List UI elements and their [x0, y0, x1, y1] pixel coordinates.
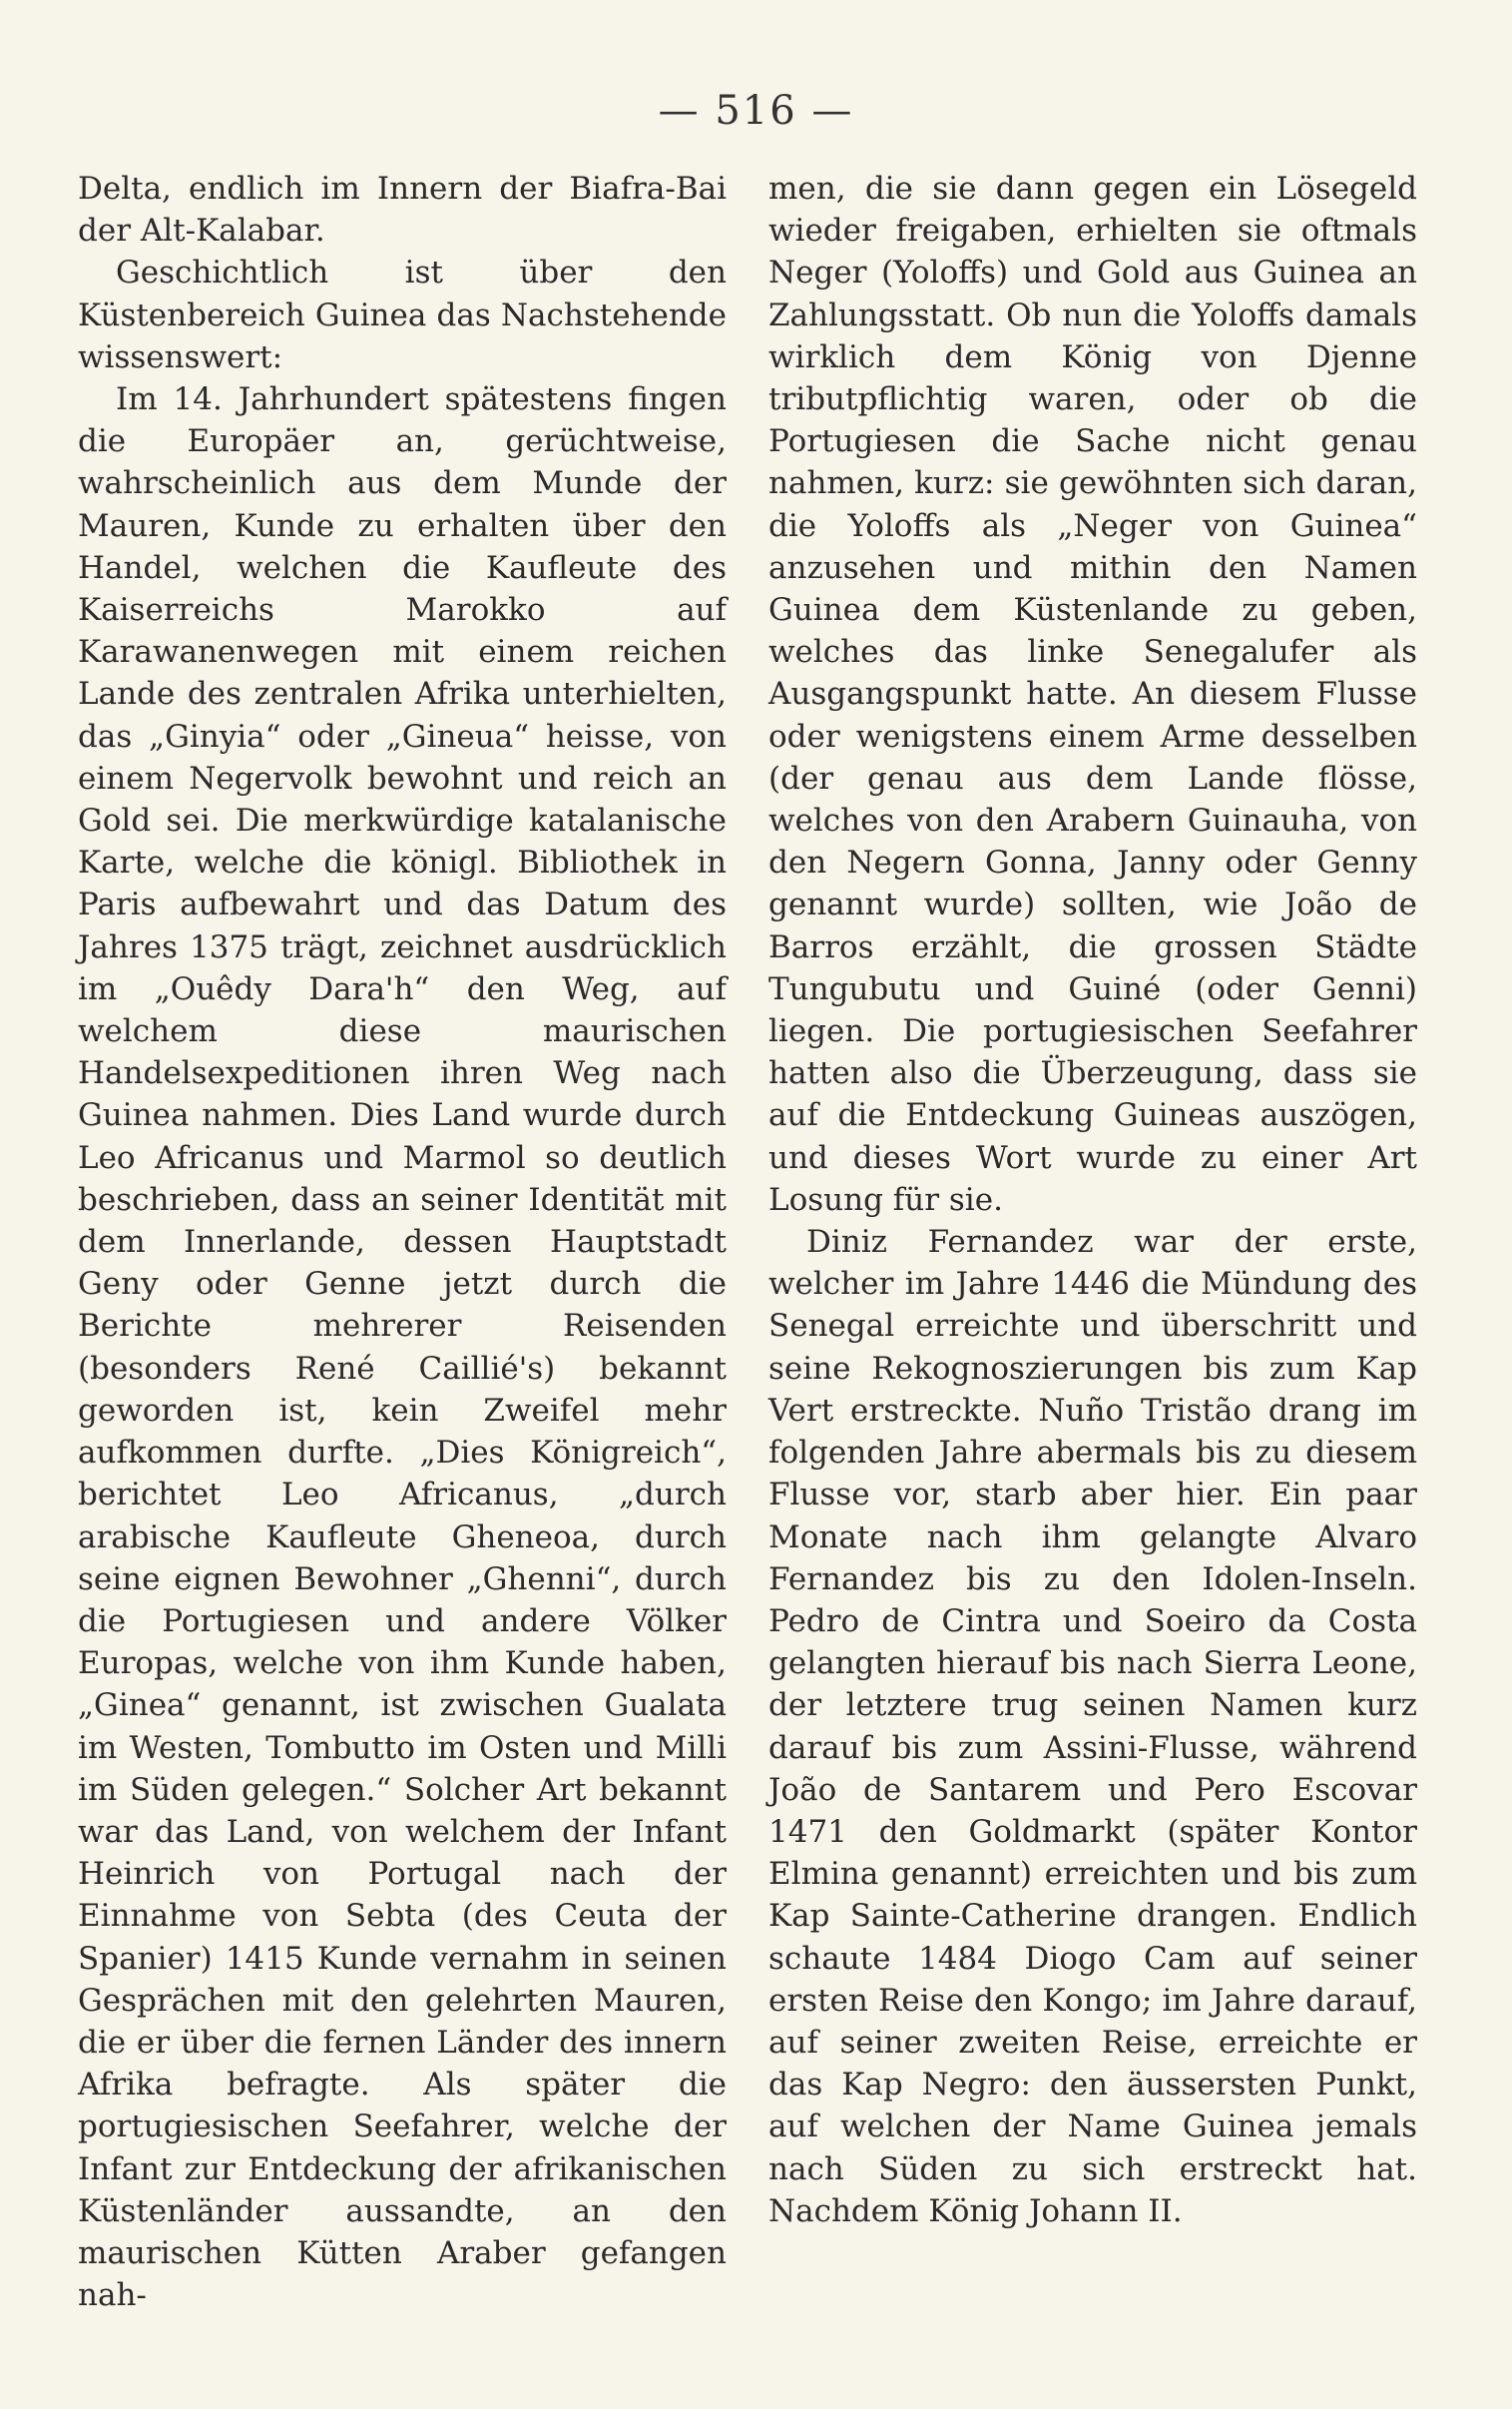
left-column — [78, 168, 727, 2316]
page-number: — 516 — — [658, 88, 854, 134]
paragraph: Diniz Fernandez war der erste, welcher im Jahre 1446 die Mündung des Senegal erreichte und überschritt und seine Rekognoszierungen bis zum Kap Vert erstreckte. Nuño Tristão drang im folgenden Jahre abermals bis zu diesem Flusse vor, starb aber hier. Ein paar Monate nach ihm gelangte Alvaro Fernandez bis zu den Idolen-Inseln. Pedro de Cintra und Soeiro da Costa gelangten hierauf bis nach Sierra Leone, der letztere trug seinen Namen kurz darauf bis zum Assini-Flusse, während João de Santarem und Pero Escovar 1471 den Goldmarkt (später Kontor Elmina genannt) erreichten und bis zum Kap Sainte-Catherine drangen. Endlich schaute 1484 Diogo Cam auf seiner ersten Reise den Kongo; im Jahre darauf, auf seiner zweiten Reise, erreichte er das Kap Negro: den äussersten Punkt, auf welchen der Name Guinea jemals nach Süden zu sich erstreckt hat. Nachdem König Johann II. — [768, 1224, 1417, 2229]
paragraph: men, die sie dann gegen ein Lösegeld wieder freigaben, erhielten sie oftmals Neger (Yoloffs) und Gold aus Guinea an Zahlungsstatt. Ob nun die Yoloffs damals wirklich dem König von Djenne tributpflichtig waren, oder ob die Portugiesen die Sache nicht genau nahmen, kurz: sie gewöhnten sich daran, die Yoloffs als „Neger von Guinea“ anzusehen und mithin den Namen Guinea dem Küstenlande zu geben, welches das linke Senegalufer als Ausgangspunkt hatte. An diesem Flusse oder wenigstens einem Arme desselben (der genau aus dem Lande flösse, welches von den Arabern Guinauha, von den Negern Gonna, Janny oder Genny genannt wurde) sollten, wie João de Barros erzählt, die grossen Städte Tungubutu und Guiné (oder Genni) liegen. Die portugiesischen Seefahrer hatten also die Überzeugung, dass sie auf die Entdeckung Guineas auszögen, und dieses Wort wurde zu einer Art Losung für sie. — [768, 171, 1417, 1218]
paragraph: Geschichtlich ist über den Küstenbereich Guinea das Nachstehende wissenswert: — [78, 255, 727, 375]
paragraph: Im 14. Jahrhundert spätestens fingen die Europäer an, gerüchtweise, wahrscheinlich aus dem Munde der Mauren, Kunde zu erhalten über den Handel, welchen die Kaufleute des Kaiserreichs Marokko auf Karawanenwegen mit einem reichen Lande des zentralen Afrika unterhielten, das „Ginyia“ oder „Gineua“ heisse, von einem Negervolk bewohnt und reich an Gold sei. Die merkwürdige katalanische Karte, welche die königl. Bibliothek in Paris aufbewahrt und das Datum des Jahres 1375 trägt, zeichnet ausdrücklich im „Ouêdy Dara'h“ den Weg, auf welchem diese maurischen Handelsexpeditionen ihren Weg nach Guinea nahmen. Dies Land wurde durch Leo Africanus und Marmol so deutlich beschrieben, dass an seiner Identität mit dem Innerlande, dessen Hauptstadt Geny oder Genne jetzt durch die Berichte mehrerer Reisenden (besonders René Caillié's) bekannt geworden ist, kein Zweifel mehr aufkommen durfte. „Dies Königreich“, berichtet Leo Africanus, „durch arabische Kaufleute Gheneoa, durch seine eignen Bewohner „Ghenni“, durch die Portugiesen und andere Völker Europas, welche von ihm Kunde haben, „Ginea“ genannt, ist zwischen Gualata im Westen, Tombutto im Osten und Milli im Süden gelegen.“ Solcher Art bekannt war das Land, von welchem der Infant Heinrich von Portugal nach der Einnahme von Sebta (des Ceuta der Spanier) 1415 Kunde vernahm in seinen Gesprächen mit den gelehrten Mauren, die er über die fernen Länder des innern Afrika befragte. Als später die portugiesischen Seefahrer, welche der Infant zur Entdeckung der afrikanischen Küstenländer aussandte, an den maurischen Kütten Araber gefangen nah- — [78, 381, 727, 2314]
right-column — [768, 168, 1417, 2232]
paragraph: Delta, endlich im Innern der Biafra-Bai der Alt-Kalabar. — [78, 171, 727, 250]
